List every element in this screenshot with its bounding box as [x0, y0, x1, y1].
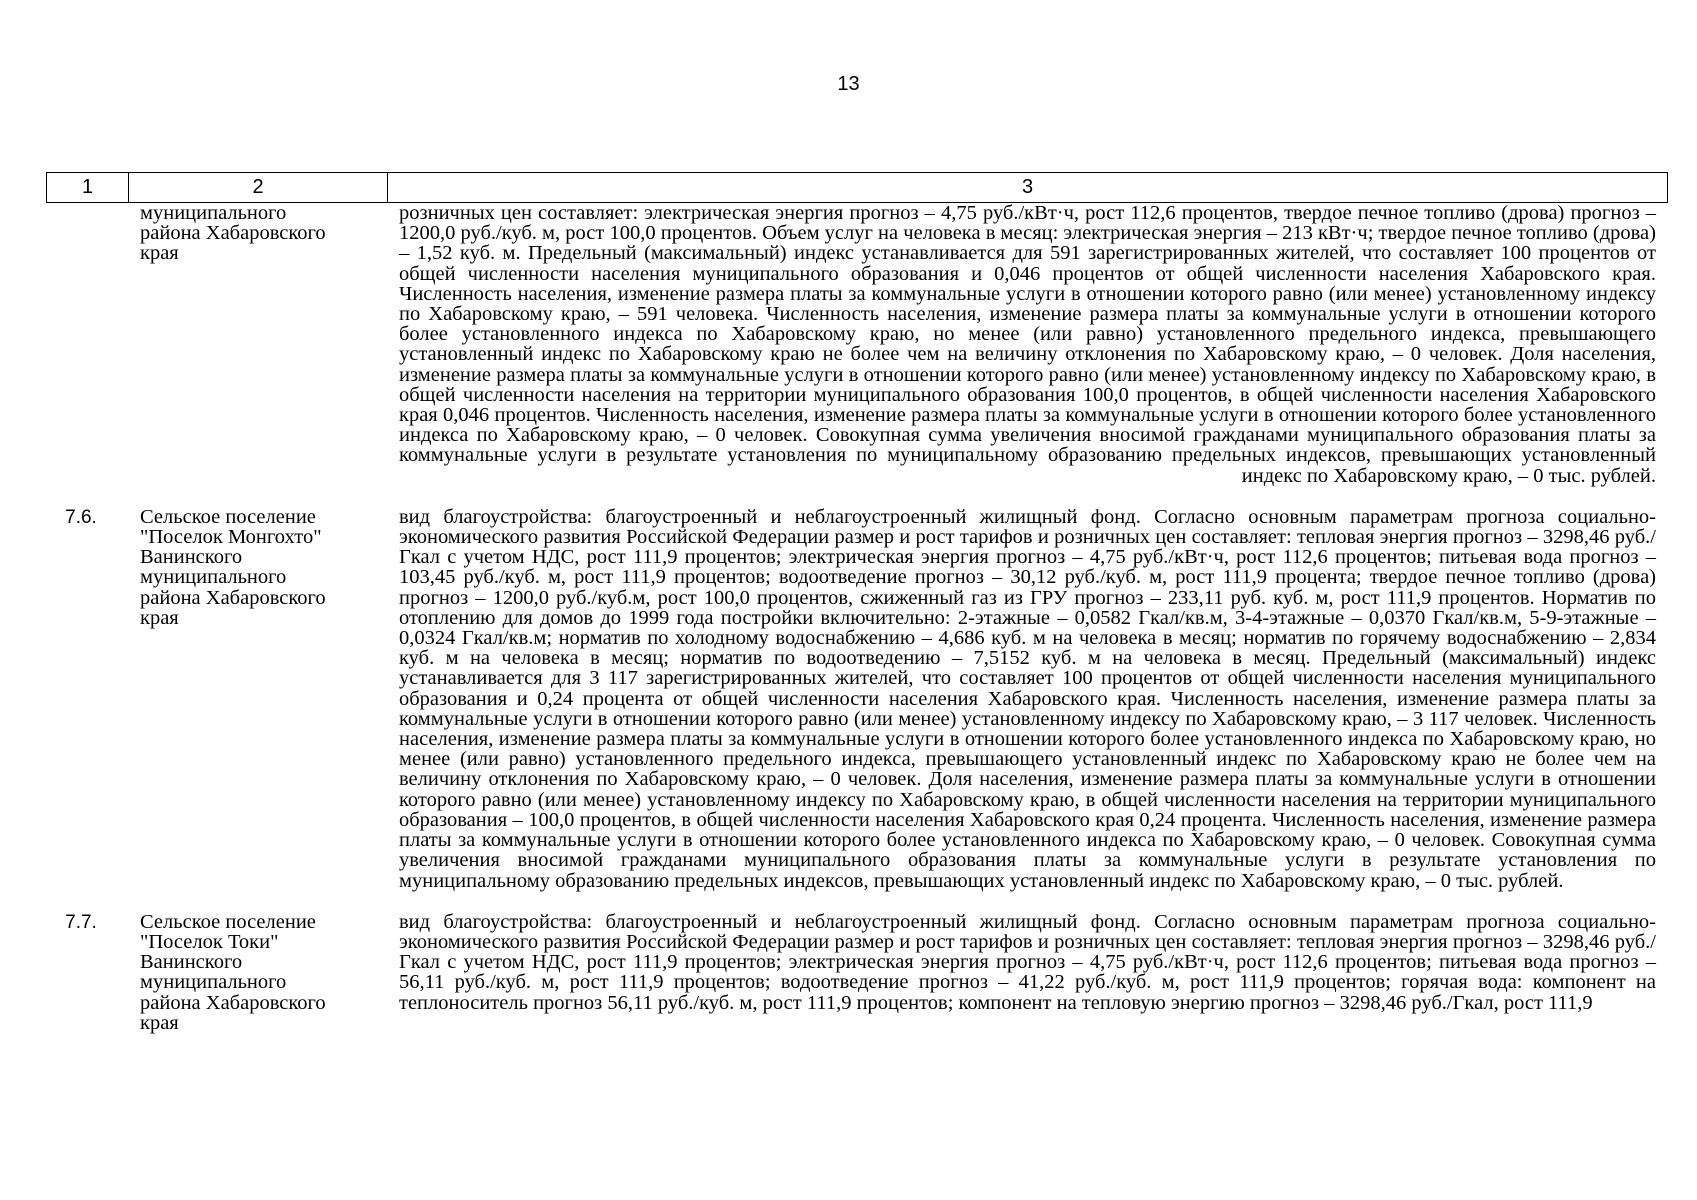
row-number: 7.7.	[65, 911, 97, 933]
table-row	[46, 507, 1668, 891]
table-row	[46, 203, 1668, 486]
row-number	[46, 203, 128, 486]
settlement-name: муниципального района Хабаровского края	[140, 202, 326, 265]
row-description: вид благоустройства: благоустроенный и неблагоустроенный жилищный фонд. Согласно основным параметрам прогноза социально-экономического развития Российской Федерации размер и рост тарифов и розничных цен составляет: тепловая энергия прогноз – 3298,46 руб./Гкал с учетом НДС, рост 111,9 процентов; электрическая энергия прогноз – 4,75 руб./кВт·ч, рост 112,6 процентов; питьевая вода прогноз – 103,45 руб./куб. м, рост 111,9 процентов; водоотведение прогноз – 30,12 руб./куб. м, рост 111,9 процента; твердое печное топливо (дрова) прогноз – 1200,0 руб./куб.м, рост 100,0 процентов, сжиженный газ из ГРУ прогноз – 233,11 руб. куб. м, рост 111,9 процентов. Норматив по отоплению для домов до 1999 года постройки включительно: 2-этажные – 0,0582 Гкал/кв.м, 3-4-этажные – 0,0370 Гкал/кв.м, 5-9-этажные – 0,0324 Гкал/кв.м; норматив по холодному водоснабжению – 4,686 куб. м на человека в месяц; норматив по горячему водоснабжению – 2,834 куб. м на человека в месяц; норматив по водоотведению – 7,5152 куб. м на человека в месяц. Предельный (максимальный) индекс устанавливается для 3 117 зарегистрированных жителей, что составляет 100 процентов от общей численности населения муниципального образования и 0,24 процента от общей численности населения Хабаровского края. Численность населения, изменение размера платы за коммунальные услуги в отношении которого равно (или менее) установленному индексу по Хабаровскому краю, – 3 117 человек. Численность населения, изменение размера платы за коммунальные услуги в отношении которого более установленного индекса по Хабаровскому краю, но менее (или равно) установленного предельного индекса, превышающего установленный индекс по Хабаровскому краю не более чем на величину отклонения по Хабаровскому краю, – 0 человек. Доля населения, изменение размера платы за коммунальные услуги в отношении которого равно (или менее) установленному индексу по Хабаровскому краю, в общей численности населения на территории муниципального образования – 100,0 процентов, в общей численности населения Хабаровского края 0,24 процента. Численность населения, изменение размера платы за коммунальные услуги в отношении которого более установленного индекса по Хабаровскому краю, – 0 человек. Совокупная сумма увеличения вносимой гражданами муниципального образования платы за коммунальные услуги в результате установления по муниципальному образованию предельных индексов, превышающих установленный индекс по Хабаровскому краю, – 0 тыс. рублей.	[399, 505, 1656, 892]
table-body	[46, 203, 1668, 1033]
row-description: розничных цен составляет: электрическая энергия прогноз – 4,75 руб./кВт·ч, рост 112,6 процентов, твердое печное топливо (дрова) прогноз –1200,0 руб./куб. м, рост 100,0 процентов. Объем услуг на человека в месяц: электрическая энергия – 213 кВт·ч; твердое печное топливо (дрова) – 1,52 куб. м. Предельный (максимальный) индекс устанавливается для 591 зарегистрированных жителей, что составляет 100 процентов от общей численности населения муниципального образования и 0,046 процентов от общей численности населения Хабаровского края. Численность населения, изменение размера платы за коммунальные услуги в отношении которого равно (или менее) установленному индексу по Хабаровскому краю, – 591 человека. Численность населения, изменение размера платы за коммунальные услуги в отношении которого более установленного индекса по Хабаровскому краю, но менее (или равно) установленного предельного индекса, превышающего установленный индекс по Хабаровскому краю не более чем на величину отклонения по Хабаровскому краю, – 0 человек. Доля населения, изменение размера платы за коммунальные услуги в отношении которого равно (или менее) установленному индексу по Хабаровскому краю, в общей численности населения на территории муниципального образования 100,0 процентов, в общей численности населения Хабаровского края 0,046 процентов. Численность населения, изменение размера платы за коммунальные услуги в отношении которого более установленного индекса по Хабаровскому краю, – 0 человек. Совокупная сумма увеличения вносимой гражданами муниципального образования платы за коммунальные услуги в результате установления по муниципальному образованию предельных индексов, превышающих установленный индекс по Хабаровскому краю, – 0 тыс. рублей.	[399, 202, 1656, 487]
table-header-row	[46, 172, 1668, 203]
settlement-name: Сельское поселение "Поселок Монгохто" Ванинского муниципального района Хабаровского края	[140, 505, 326, 629]
page-number: 13	[837, 73, 860, 95]
header-col-3: 3	[1021, 176, 1034, 198]
row-description: вид благоустройства: благоустроенный и неблагоустроенный жилищный фонд. Согласно основным параметрам прогноза социально-экономического развития Российской Федерации размер и рост тарифов и розничных цен составляет: тепловая энергия прогноз – 3298,46 руб./Гкал с учетом НДС, рост 111,9 процентов; электрическая энергия прогноз – 4,75 руб./кВт·ч, рост 112,6 процентов; питьевая вода прогноз – 56,11 руб./куб. м, рост 111,9 процентов; водоотведение прогноз – 41,22 руб./куб. м, рост 111,9 процентов; горячая вода: компонент на теплоноситель прогноз 56,11 руб./куб. м, рост 111,9 процентов; компонент на тепловую энергию прогноз – 3298,46 руб./Гкал, рост 111,9	[399, 910, 1656, 1014]
row-number: 7.6.	[65, 506, 97, 528]
settlement-name: Сельское поселение "Поселок Токи" Ванинского муниципального района Хабаровского края	[140, 910, 326, 1034]
header-col-1: 1	[47, 173, 129, 202]
table-row	[46, 912, 1668, 1033]
header-col-2: 2	[129, 173, 388, 202]
